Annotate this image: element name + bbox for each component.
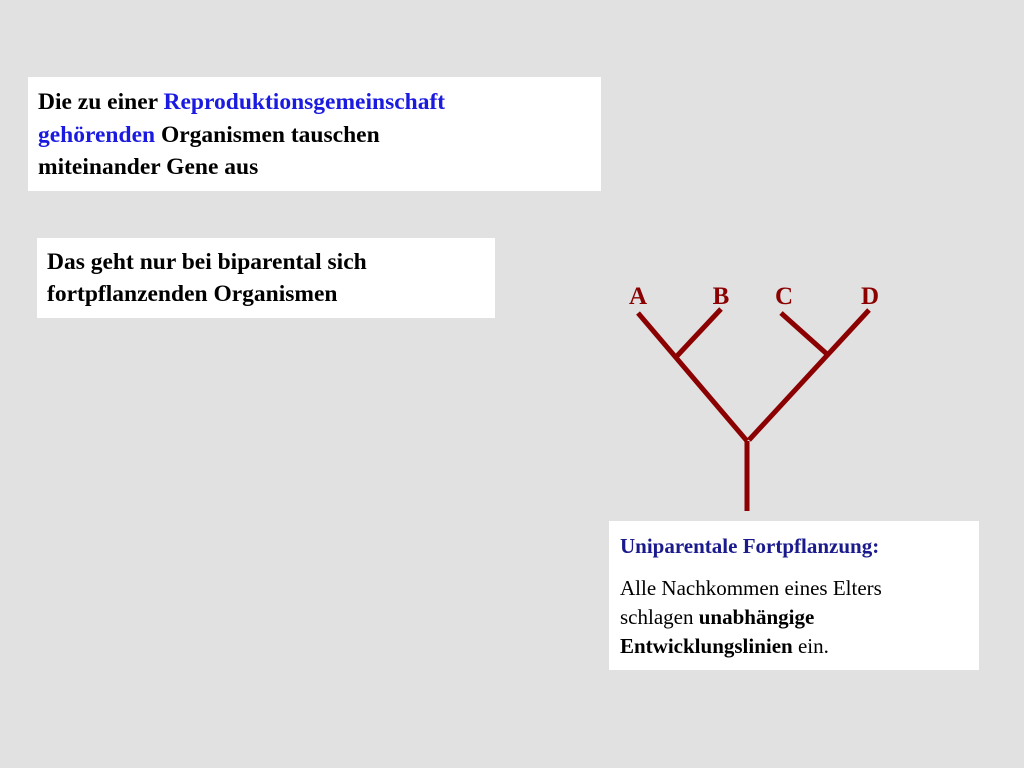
- box3-bold-unabhaengige: unabhängige: [698, 605, 815, 629]
- tree-label-b: B: [712, 283, 730, 310]
- box1-text-organismen: Organismen tauschen: [155, 121, 380, 148]
- branch-a-to-root: [638, 313, 747, 441]
- box3-bold-entwicklungslinien: Entwicklungslinien: [620, 634, 793, 658]
- box1-highlight-reproduktionsgemeinschaft: Reproduktionsgemeinschaft: [163, 89, 446, 115]
- box3-line2: [620, 603, 979, 632]
- box1-text-start: Die zu einer: [38, 89, 164, 115]
- box3-text-ein: ein.: [792, 634, 829, 658]
- box1-line3: miteinander Gene aus: [38, 154, 259, 180]
- box2-line2: fortpflanzenden Organismen: [47, 280, 338, 307]
- branch-d-to-root: [749, 310, 869, 440]
- box1-highlight-gehoerenden: gehörenden: [38, 121, 156, 148]
- box3-line3: [620, 632, 979, 661]
- tree-label-a: A: [628, 283, 648, 310]
- uniparental-heading: Uniparentale Fortpflanzung:: [620, 534, 880, 558]
- box2-line1: Das geht nur bei biparental sich: [47, 249, 367, 275]
- box3-line1: Alle Nachkommen eines Elters: [620, 576, 882, 600]
- tree-label-d: D: [860, 283, 880, 310]
- uniparental-box: [609, 521, 979, 670]
- branch-c: [781, 313, 828, 355]
- tree-label-c: C: [774, 283, 794, 310]
- branch-b: [677, 309, 721, 356]
- box3-text-schlagen: schlagen: [620, 605, 699, 629]
